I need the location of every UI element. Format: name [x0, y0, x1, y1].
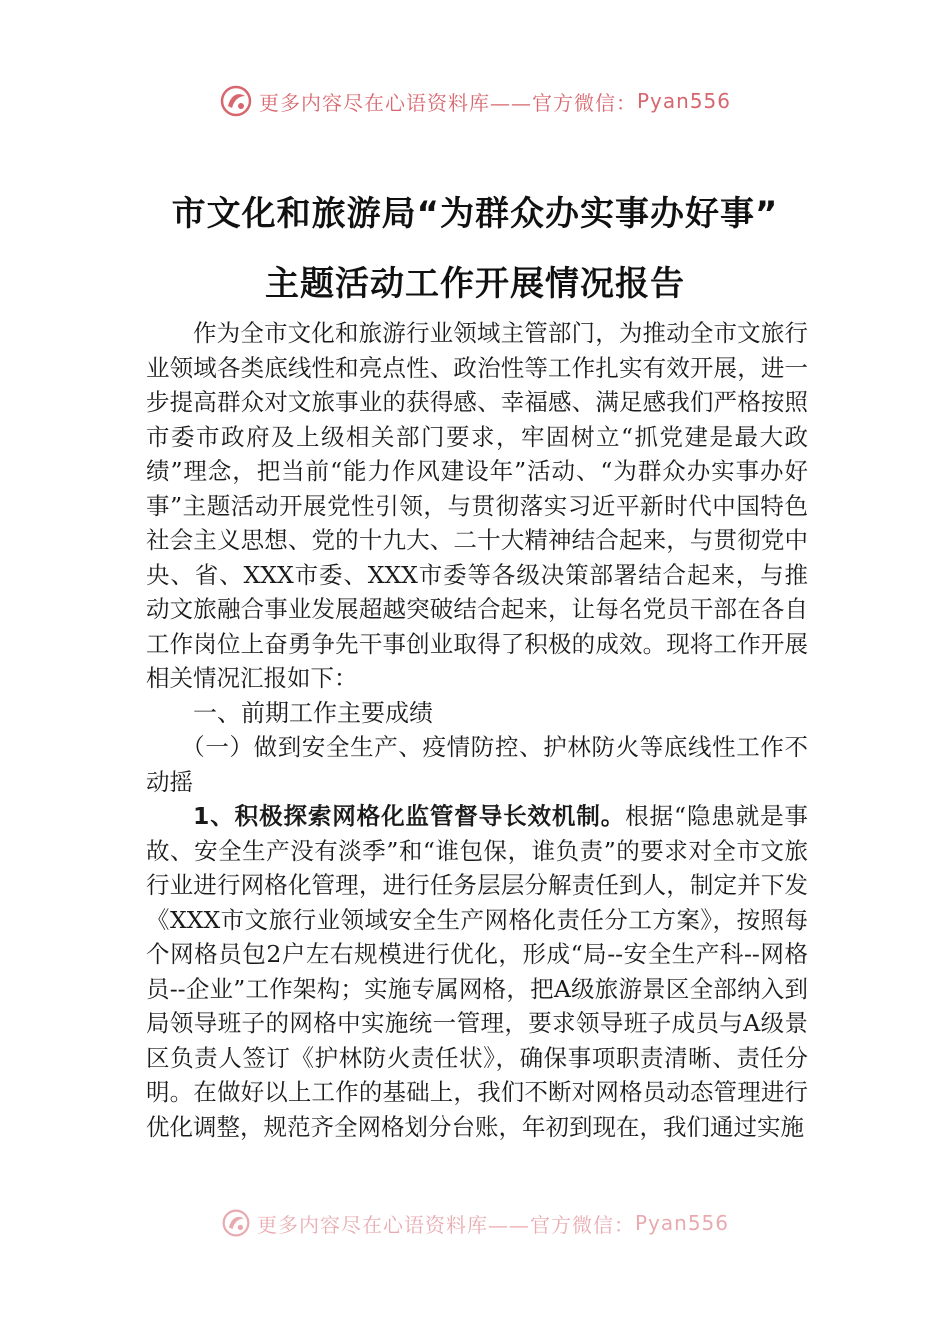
document-title-line-1: 市文化和旅游局“为群众办实事办好事” [171, 194, 779, 234]
watermark-wechat-id-footer: Pyan556 [634, 1211, 729, 1235]
item-text-1: 根据“隐患就是事故、安全生产没有淡季”和“谁包保，谁负责”的要求对全市文旅行业进行网格化管理，进行任务层层分解责任到人，制定并下发《XXX市文旅行业领域安全生产网格化责任分工方案》，按照每个网格员包2户左右规模进行优化，形成“局--安全生产科--网格员--企业”工作架构；实施专属网格，把A级旅游景区全部纳入到局领导班子的网格中实施统一管理，要求领导班子成员与A级景区负责人签订《护林防火责任状》，确保事项职责清晰、责任分明。在做好以上工作的基础上，我们不断对网格员动态管理进行优化调整，规范齐全网格划分台账，年初到现在，我们通过实施 [146, 802, 809, 1141]
watermark-header [0, 84, 950, 118]
subsection-heading-1: （一）做到安全生产、疫情防控、护林防火等底线性工作不动摇 [146, 733, 808, 796]
item-lead-1: 1、积极探索网格化监管督导长效机制。 [193, 802, 626, 830]
item-paragraph-1 [146, 799, 808, 1144]
intro-paragraph: 作为全市文化和旅游行业领域主管部门，为推动全市文旅行业领域各类底线性和亮点性、政治性等工作扎实有效开展，进一步提高群众对文旅事业的获得感、幸福感、满足感我们严格按照市委市政府及上级相关部门要求，牢固树立“抓党建是最大政绩”理念，把当前“能力作风建设年”活动、“为群众办实事办好事”主题活动开展党性引领，与贯彻落实习近平新时代中国特色社会主义思想、党的十九大、二十大精神结合起来，与贯彻党中央、省、XXX市委、XXX市委等各级决策部署结合起来，与推动文旅融合事业发展超越突破结合起来，让每名党员干部在各自工作岗位上奋勇争先干事创业取得了积极的成效。现将工作开展相关情况汇报如下： [146, 319, 808, 692]
document-title-line-2: 主题活动工作开展情况报告 [265, 264, 685, 304]
watermark-footer [0, 1208, 950, 1238]
watermark-wechat-id: Pyan556 [636, 89, 731, 113]
section-heading-1: 一、前期工作主要成绩 [193, 698, 433, 727]
document-body [146, 316, 808, 1144]
seal-logo-icon [219, 84, 253, 118]
watermark-text-footer: 更多内容尽在心语资料库——官方微信： [256, 1212, 635, 1237]
seal-logo-icon [221, 1208, 251, 1238]
watermark-text: 更多内容尽在心语资料库——官方微信： [258, 90, 637, 115]
